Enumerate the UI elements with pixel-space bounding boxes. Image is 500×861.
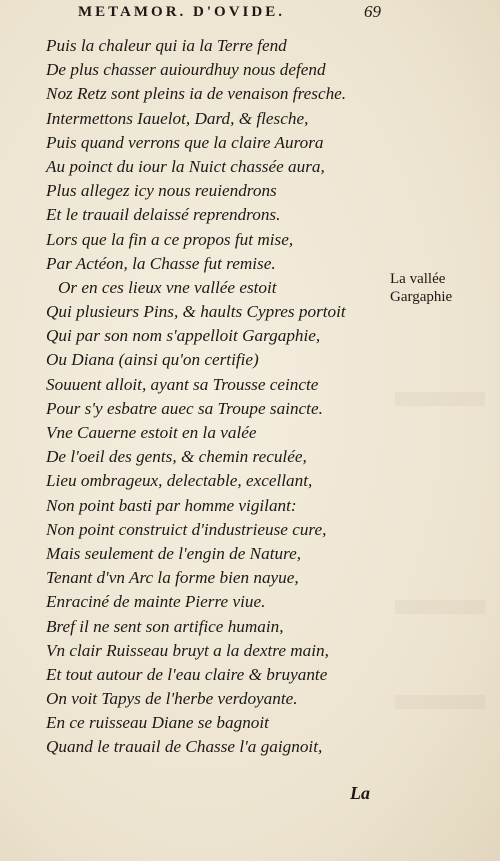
verse-line: Vne Cauerne estoit en la valée (46, 423, 257, 442)
verse-line: Non point basti par homme vigilant: (46, 495, 297, 515)
verse-line: En ce ruisseau Diane se bagnoit (46, 713, 269, 733)
verse-line: Lieu ombrageux, delectable, excellant, (46, 471, 313, 491)
verse-line: Lors que la fin a ce propos fut mise, (46, 229, 294, 249)
verse-line: Quand le trauail de Chasse l'a gaignoit, (46, 737, 323, 757)
verse-line: On voit Tapys de l'herbe verdoyante. (46, 689, 298, 709)
bleed-through-mark (395, 600, 485, 614)
verse-line: Mais seulement de l'engin de Nature, (46, 543, 302, 563)
verse-line: Qui par son nom s'appelloit Gargaphie, (46, 326, 321, 346)
verse-line: Enraciné de mainte Pierre viue. (46, 592, 266, 612)
verse-line: Et tout autour de l'eau claire & bruyante (46, 664, 328, 684)
verse-line: De l'oeil des gents, & chemin reculée, (46, 447, 307, 467)
verse-line: Par Actéon, la Chasse fut remise. (46, 253, 276, 273)
verse-line: Et le trauail delaissé reprendrons. (46, 205, 281, 225)
verse-line: Ou Diana (ainsi qu'on certifie) (46, 350, 259, 370)
verse-line: Puis quand verrons que la claire Aurora (46, 132, 324, 152)
verse-line: Pour s'y esbatre auec sa Troupe saincte. (46, 398, 323, 418)
verse-line: Non point construict d'industrieuse cure, (46, 519, 327, 539)
verse-line: Plus allegez icy nous reuiendrons (46, 181, 277, 201)
bleed-through-mark (395, 392, 485, 406)
running-title: METAMOR. D'OVIDE. (78, 4, 285, 20)
verse-line: Bref il ne sent son artifice humain, (46, 616, 284, 636)
verse-line: Puis la chaleur qui ia la Terre fend (46, 36, 287, 55)
page-number: 69 (364, 2, 381, 21)
marginal-note-line: La vallée (390, 271, 446, 287)
verse-line: Au poinct du iour la Nuict chassée aura, (46, 156, 325, 176)
marginal-note-line: Gargaphie (390, 289, 453, 305)
verse-line: Qui plusieurs Pins, & haults Cypres portoit (46, 302, 346, 322)
verse-line: Souuent alloit, ayant sa Trousse ceincte (46, 374, 319, 394)
catchword: La (350, 783, 370, 803)
bleed-through-mark (395, 695, 485, 709)
verse-line: Tenant d'vn Arc la forme bien nayue, (46, 568, 299, 588)
verse-line: Or en ces lieux vne vallée estoit (58, 277, 277, 297)
verse-line: De plus chasser auiourdhuy nous defend (46, 60, 326, 80)
verse-text (46, 34, 382, 760)
verse-line: Vn clair Ruisseau bruyt a la dextre main, (46, 640, 329, 660)
marginal-note (390, 270, 452, 306)
verse-line: Noz Retz sont pleins ia de venaison fresche. (46, 84, 347, 104)
verse-line: Intermettons Iauelot, Dard, & flesche, (46, 108, 309, 128)
